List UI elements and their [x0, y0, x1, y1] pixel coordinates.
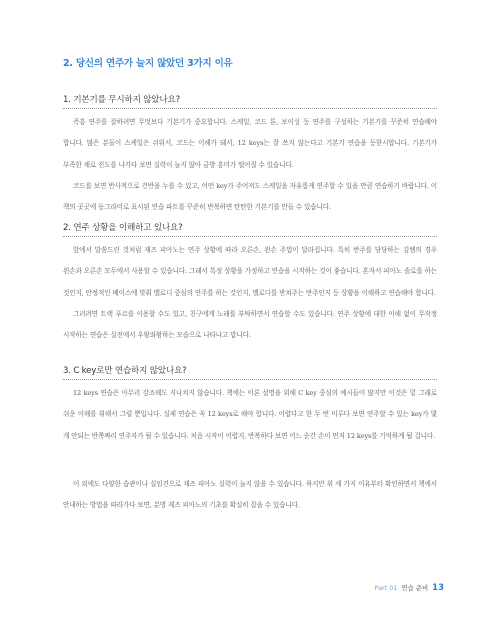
paragraph: 12 keys 연습은 아무리 강조해도 지나치지 않습니다. 책에는 이론 설명을 위해 C key 중심의 예시들이 많지만 이것은 밑 그래로 쉬운 이해를 위해서 그럴 뿐입니다. 실제 연습은 꼭 12 keys로 해야 합니다. 어렵다고 한 두 번 미루다 보면 연주할 수 있는 key가 몇 개 안되는 반쪽짜리 연주자가 될 수 있습니다. 처음 시작이 어렵지, 반복하다 보면 어느 순간 손이 먼저 12 keys를 기억하게 될 겁니다. [63, 389, 437, 440]
section-1-body [63, 112, 437, 218]
section-divider-2 [63, 236, 437, 237]
paragraph: 앞에서 말씀드린 것처럼 재즈 피아노는 연주 상황에 따라 오른손, 왼손 주법이 달라집니다. 특히 반주를 담당하는 김쌤의 경우 왼손과 오른손 모두에서 사용할 수 있습니다. 그래서 특정 상황을 가정하고 연습을 시작하는 것이 좋습니다. 혼자서 피아노 솔로를 하는 것인지, 안정적인 베이스에 맞춰 멜로디 중심의 연주를 하는 것인지, 멜로디를 받쳐주는 반주인지 등 상황을 이해하고 연습해야 합니다. [63, 246, 437, 297]
section-divider-3 [63, 379, 437, 380]
paragraph: 코드를 보면 반사적으로 건반을 누를 수 있고, 어떤 key가 주어져도 스케일을 자유롭게 연주할 수 있을 만큼 연습하기 바랍니다. 이 책의 곳곳에 동그라미로 표시된 연습 파트를 꾸준히 반복하면 탄탄한 기본기를 만들 수 있습니다. [63, 181, 437, 212]
paragraph: 그러려면 트랙 푸르를 이용할 수도 있고, 친구에게 노래를 부탁하면서 연습할 수도 있습니다. 연주 상황에 대한 이해 없이 무작정 시작하는 연습은 실전에서 우왕좌왕하는 모습으로 나타나고 맙니다. [63, 309, 437, 340]
footer-part-label: Part 01 [374, 584, 398, 592]
section-title-1: 1. 기본기를 무시하지 않았나요? [63, 95, 180, 105]
page-footer [375, 583, 444, 593]
section-3-body [63, 383, 437, 447]
chapter-title: 2. 당신의 연주가 늘지 않았던 3가지 이유 [63, 58, 233, 69]
section-title-2: 2. 연주 상황을 이해하고 있나요? [63, 223, 183, 233]
page-number: 13 [432, 583, 444, 593]
footer-section-title: 연습 준비 [401, 584, 429, 592]
section-2-body [63, 240, 437, 346]
closing-body [63, 474, 437, 517]
section-divider-1 [63, 108, 437, 109]
paragraph: 이 외에도 다양한 습관이나 실임견으로 재즈 피아노 실력이 늘지 않을 수 있습니다. 하지만 위 세 가지 이유부터 확인하면서 책에서 안내하는 방법을 따라가다 보면, 분명 재즈 피아노의 기초를 확실히 잡을 수 있습니다. [63, 480, 437, 510]
paragraph: 즉흥 연주를 잘하려면 무엇보다 기본기가 중요합니다. 스케일, 코드 톤, 보이싱 등 연주를 구성하는 기본기를 꾸준히 연습해야 합니다. 많은 분들이 스케일은 쉬워서, 코드는 이해가 돼서, 12 keys는 잘 쓰지 않는다고 기본기 연습을 등한시합니다. 기본기가 부족한 채로 진도를 나가다 보면 실력이 늘지 않아 금방 흥미가 떨어질 수 있습니다. [63, 118, 437, 169]
section-title-3: 3. C key로만 연습하지 않았나요? [63, 366, 187, 376]
